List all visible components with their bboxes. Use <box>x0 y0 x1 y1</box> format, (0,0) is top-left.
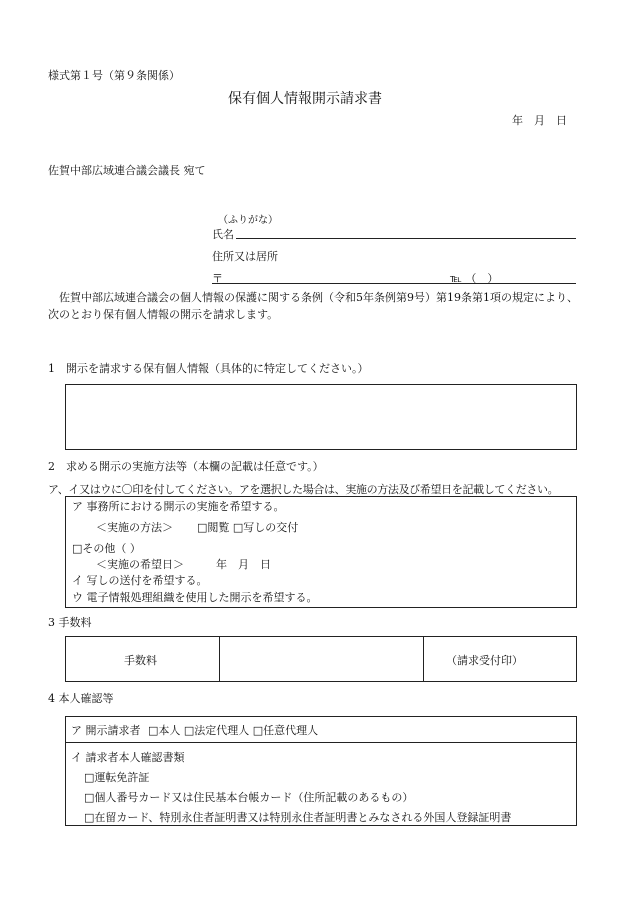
address-label: 住所又は居所 <box>212 250 278 263</box>
doc-drivers-license[interactable]: □運転免許証 <box>84 771 150 784</box>
fee-amount-field[interactable] <box>220 637 422 681</box>
section3-title: 3 手数料 <box>48 616 92 629</box>
requester-label: ア 開示請求者 <box>71 724 141 737</box>
doc-mynumber-card[interactable]: □個人番号カード又は住民基本台帳カード（住所記載のあるもの） <box>84 791 414 804</box>
option-i[interactable]: イ 写しの送付を希望する。 <box>72 574 208 587</box>
form-number: 様式第１号（第９条関係） <box>48 69 180 82</box>
option-other[interactable]: □その他（ ） <box>72 542 141 555</box>
furigana-label: （ふりがな） <box>218 215 278 226</box>
section2-title: 2 求める開示の実施方法等（本欄の記載は任意です。） <box>48 460 324 473</box>
requester-options[interactable]: □本人 □法定代理人 □任意代理人 <box>148 724 319 737</box>
fee-table-divider <box>423 636 424 682</box>
disclosure-method-box <box>65 496 577 608</box>
postal-mark: 〒 <box>212 272 223 285</box>
option-u[interactable]: ウ 電子情報処理組織を使用した開示を希望する。 <box>72 591 318 604</box>
method-label: ＜実施の方法＞ <box>96 521 173 534</box>
name-label: 氏名 <box>212 228 234 241</box>
option-a[interactable]: ア 事務所における開示の実施を希望する。 <box>72 500 285 513</box>
tel-mark: ℡ （ ） <box>450 272 499 285</box>
date-fields[interactable]: 年 月 日 <box>216 558 271 571</box>
requested-info-box[interactable] <box>65 384 577 450</box>
fee-label: 手数料 <box>124 654 157 667</box>
identity-divider <box>65 742 577 743</box>
address-field[interactable] <box>212 283 576 284</box>
name-field[interactable] <box>236 238 576 239</box>
section4-title: 4 本人確認等 <box>48 692 114 705</box>
docs-label: イ 請求者本人確認書類 <box>71 751 185 764</box>
date-line: 年 月 日 <box>512 114 567 127</box>
section2-note: ア、イ又はウに〇印を付してください。アを選択した場合は、実施の方法及び希望日を記載してください。 <box>48 483 559 496</box>
method-options[interactable]: □閲覧 □写しの交付 <box>197 521 299 534</box>
intro-text: 佐賀中部広域連合議会の個人情報の保護に関する条例（令和5年条例第9号）第19条第1項の規定により、次のとおり保有個人情報の開示を請求します。 <box>48 291 578 321</box>
page-title: 保有個人情報開示請求書 <box>228 91 382 107</box>
section1-title: 1 開示を請求する保有個人情報（具体的に特定してください。） <box>48 362 369 375</box>
receipt-stamp: （請求受付印） <box>446 654 523 667</box>
doc-residence-card[interactable]: □在留カード、特別永住者証明書又は特別永住者証明書とみなされる外国人登録証明書 <box>84 811 512 824</box>
addressee: 佐賀中部広域連合議会議長 宛て <box>48 164 206 177</box>
date-label: ＜実施の希望日＞ <box>96 558 184 571</box>
